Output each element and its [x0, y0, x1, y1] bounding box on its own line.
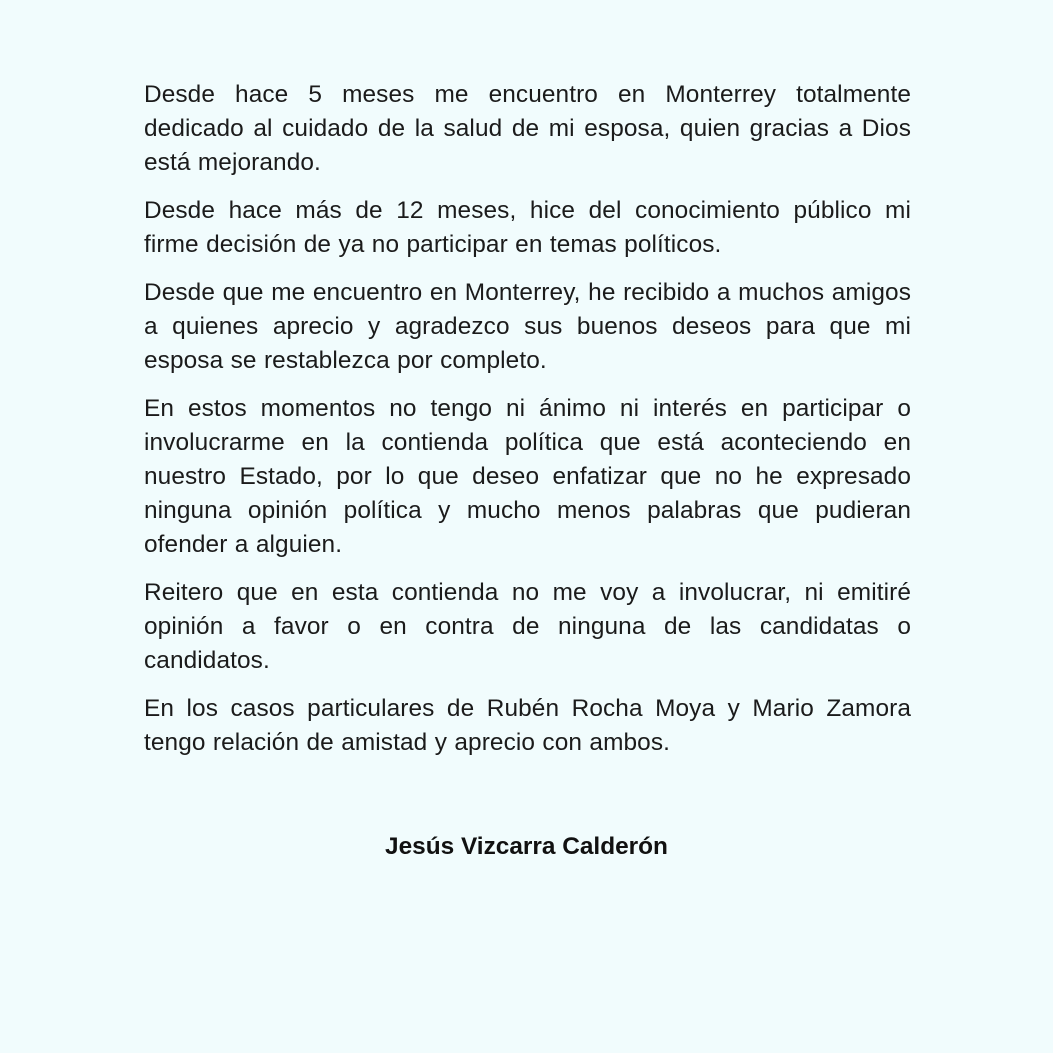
- paragraph-no-participation: En estos momentos no tengo ni ánimo ni interés en participar o involucrarme en la contienda política que está aconteciendo en nuestro Estado, por lo que deseo enfatizar que no he expresado ninguna opinión política y mucho menos palabras que pudieran ofender a alguien.: [144, 395, 911, 558]
- paragraph-health: Desde hace 5 meses me encuentro en Monterrey totalmente dedicado al cuidado de la salud de mi esposa, quien gracias a Dios está mejorando.: [144, 81, 911, 176]
- paragraph-candidates: En los casos particulares de Rubén Rocha Moya y Mario Zamora tengo relación de amistad y aprecio con ambos.: [144, 695, 911, 756]
- paragraph-decision: Desde hace más de 12 meses, hice del conocimiento público mi firme decisión de ya no participar en temas políticos.: [144, 197, 911, 258]
- paragraph-reiteration: Reitero que en esta contienda no me voy a involucrar, ni emitiré opinión a favor o en contra de ninguna de las candidatas o candidatos.: [144, 579, 911, 674]
- signature-name: Jesús Vizcarra Calderón: [385, 833, 668, 860]
- letter-body: [144, 78, 911, 774]
- paragraph-friends: Desde que me encuentro en Monterrey, he recibido a muchos amigos a quienes aprecio y agradezco sus buenos deseos para que mi esposa se restablezca por completo.: [144, 279, 911, 374]
